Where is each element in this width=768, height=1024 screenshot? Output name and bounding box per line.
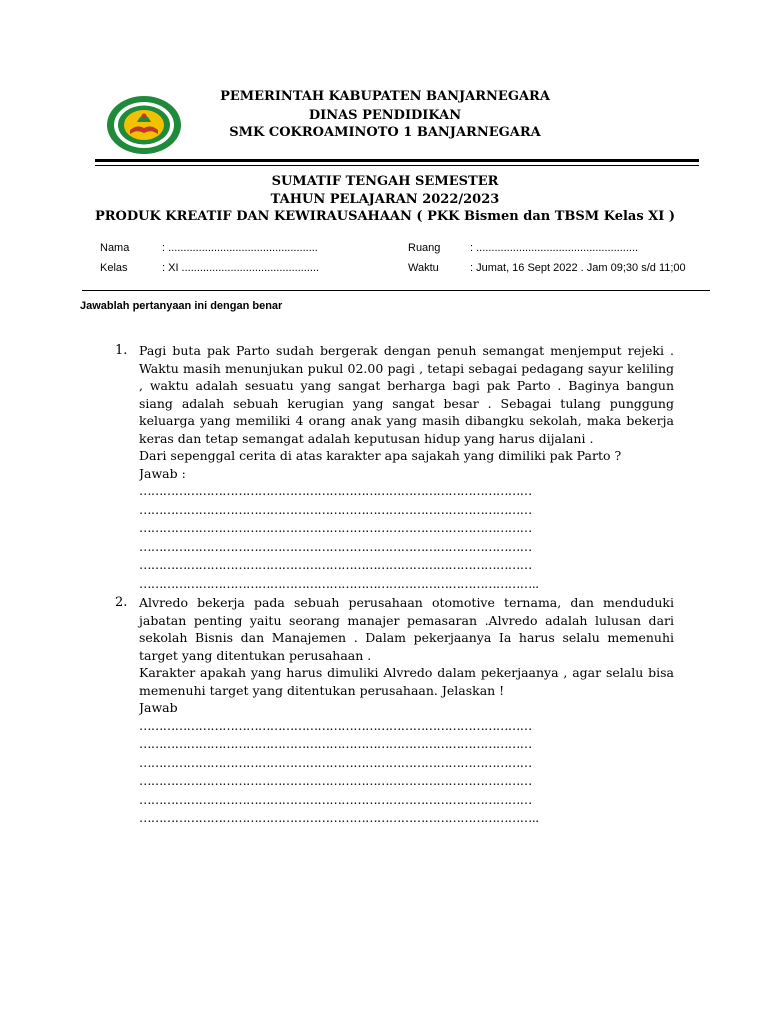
question-2 xyxy=(139,594,674,828)
nama-label: Nama xyxy=(100,242,130,254)
header-school: SMK COKROAMINOTO 1 BANJARNEGARA xyxy=(229,125,541,140)
waktu-field: : Jumat, 16 Sept 2022 . Jam 09;30 s/d 11;00 xyxy=(470,262,686,274)
question-number: 1. xyxy=(115,343,128,358)
exam-title: SUMATIF TENGAH SEMESTER xyxy=(271,174,499,189)
header-divider-thin xyxy=(95,165,699,166)
instruction: Jawablah pertanyaan ini dengan benar xyxy=(80,300,283,312)
subject-title: PRODUK KREATIF DAN KEWIRAUSAHAAN ( PKK Bismen dan TBSM Kelas XI ) xyxy=(94,209,676,224)
header-government: PEMERINTAH KABUPATEN BANJARNEGARA xyxy=(220,89,550,104)
kelas-field: : XI ............................................. xyxy=(162,262,320,274)
answer-line: ……………………………………………………………………………………… xyxy=(139,557,532,572)
question-paragraph: Alvredo bekerja pada sebuah perusahaan otomotive ternama, dan menduduki jabatan penting yaitu seorang manajer pemasaran .Alvredo adalah lulusan dari sekolah Bisnis dan Manajemen . Dalam pekerjaanya Ia harus selalu memenuhi target yang ditentukan perusahaan . xyxy=(139,595,674,663)
answer-line: ……………………………………………………………………………………… xyxy=(139,520,532,535)
answer-label: Jawab xyxy=(139,700,178,715)
answer-line: ……………………………………………………………………………………….. xyxy=(139,810,539,825)
question-text: Karakter apakah yang harus dimuliki Alvredo dalam pekerjaanya , agar selalu bisa memenuhi target yang ditentukan perusahaan. Jelaskan ! xyxy=(139,665,674,698)
answer-label: Jawab : xyxy=(139,465,186,481)
ruang-field: : ..................................................... xyxy=(470,242,639,254)
answer-line: ……………………………………………………………………………………… xyxy=(139,538,532,554)
answer-line: ……………………………………………………………………………………… xyxy=(139,483,532,498)
answer-line: ……………………………………………………………………………………… xyxy=(139,736,532,751)
answer-line: ……………………………………………………………………………………… xyxy=(139,791,532,807)
question-number: 2. xyxy=(115,595,128,610)
answer-line: ……………………………………………………………………………………….. xyxy=(139,575,539,591)
question-1 xyxy=(139,342,674,593)
waktu-label: Waktu xyxy=(408,262,439,274)
school-emblem-icon xyxy=(106,95,182,155)
answer-line: ……………………………………………………………………………………… xyxy=(139,754,532,770)
answer-line: ……………………………………………………………………………………… xyxy=(139,501,532,517)
header-divider-thick xyxy=(95,159,699,162)
answer-line: ……………………………………………………………………………………… xyxy=(139,717,532,733)
academic-year: TAHUN PELAJARAN 2022/2023 xyxy=(270,192,500,207)
ruang-label: Ruang xyxy=(408,242,441,254)
answer-line: ……………………………………………………………………………………… xyxy=(139,773,532,788)
nama-field: : ................................................. xyxy=(162,242,318,254)
question-paragraph: Pagi buta pak Parto sudah bergerak dengan penuh semangat menjemput rejeki . Waktu masih menunjukan pukul 02.00 pagi , tetapi sebagai pedagang sayur keliling , waktu adalah sesuatu yang sangat berharga bagi pak Parto . Baginya bangun siang adalah sebuah kerugian yang sangat besar . Sebagai tulang punggung keluarga yang memiliki 4 orang anak yang masih dibangku sekolah, maka bekerja keras dan tetap semangat adalah keputusan hidup yang harus dijalani . xyxy=(139,343,674,446)
kelas-label: Kelas xyxy=(100,262,128,274)
header-department: DINAS PENDIDIKAN xyxy=(308,108,462,123)
question-text: Dari sepenggal cerita di atas karakter apa sajakah yang dimiliki pak Parto ? xyxy=(139,448,622,463)
info-divider xyxy=(82,290,710,291)
